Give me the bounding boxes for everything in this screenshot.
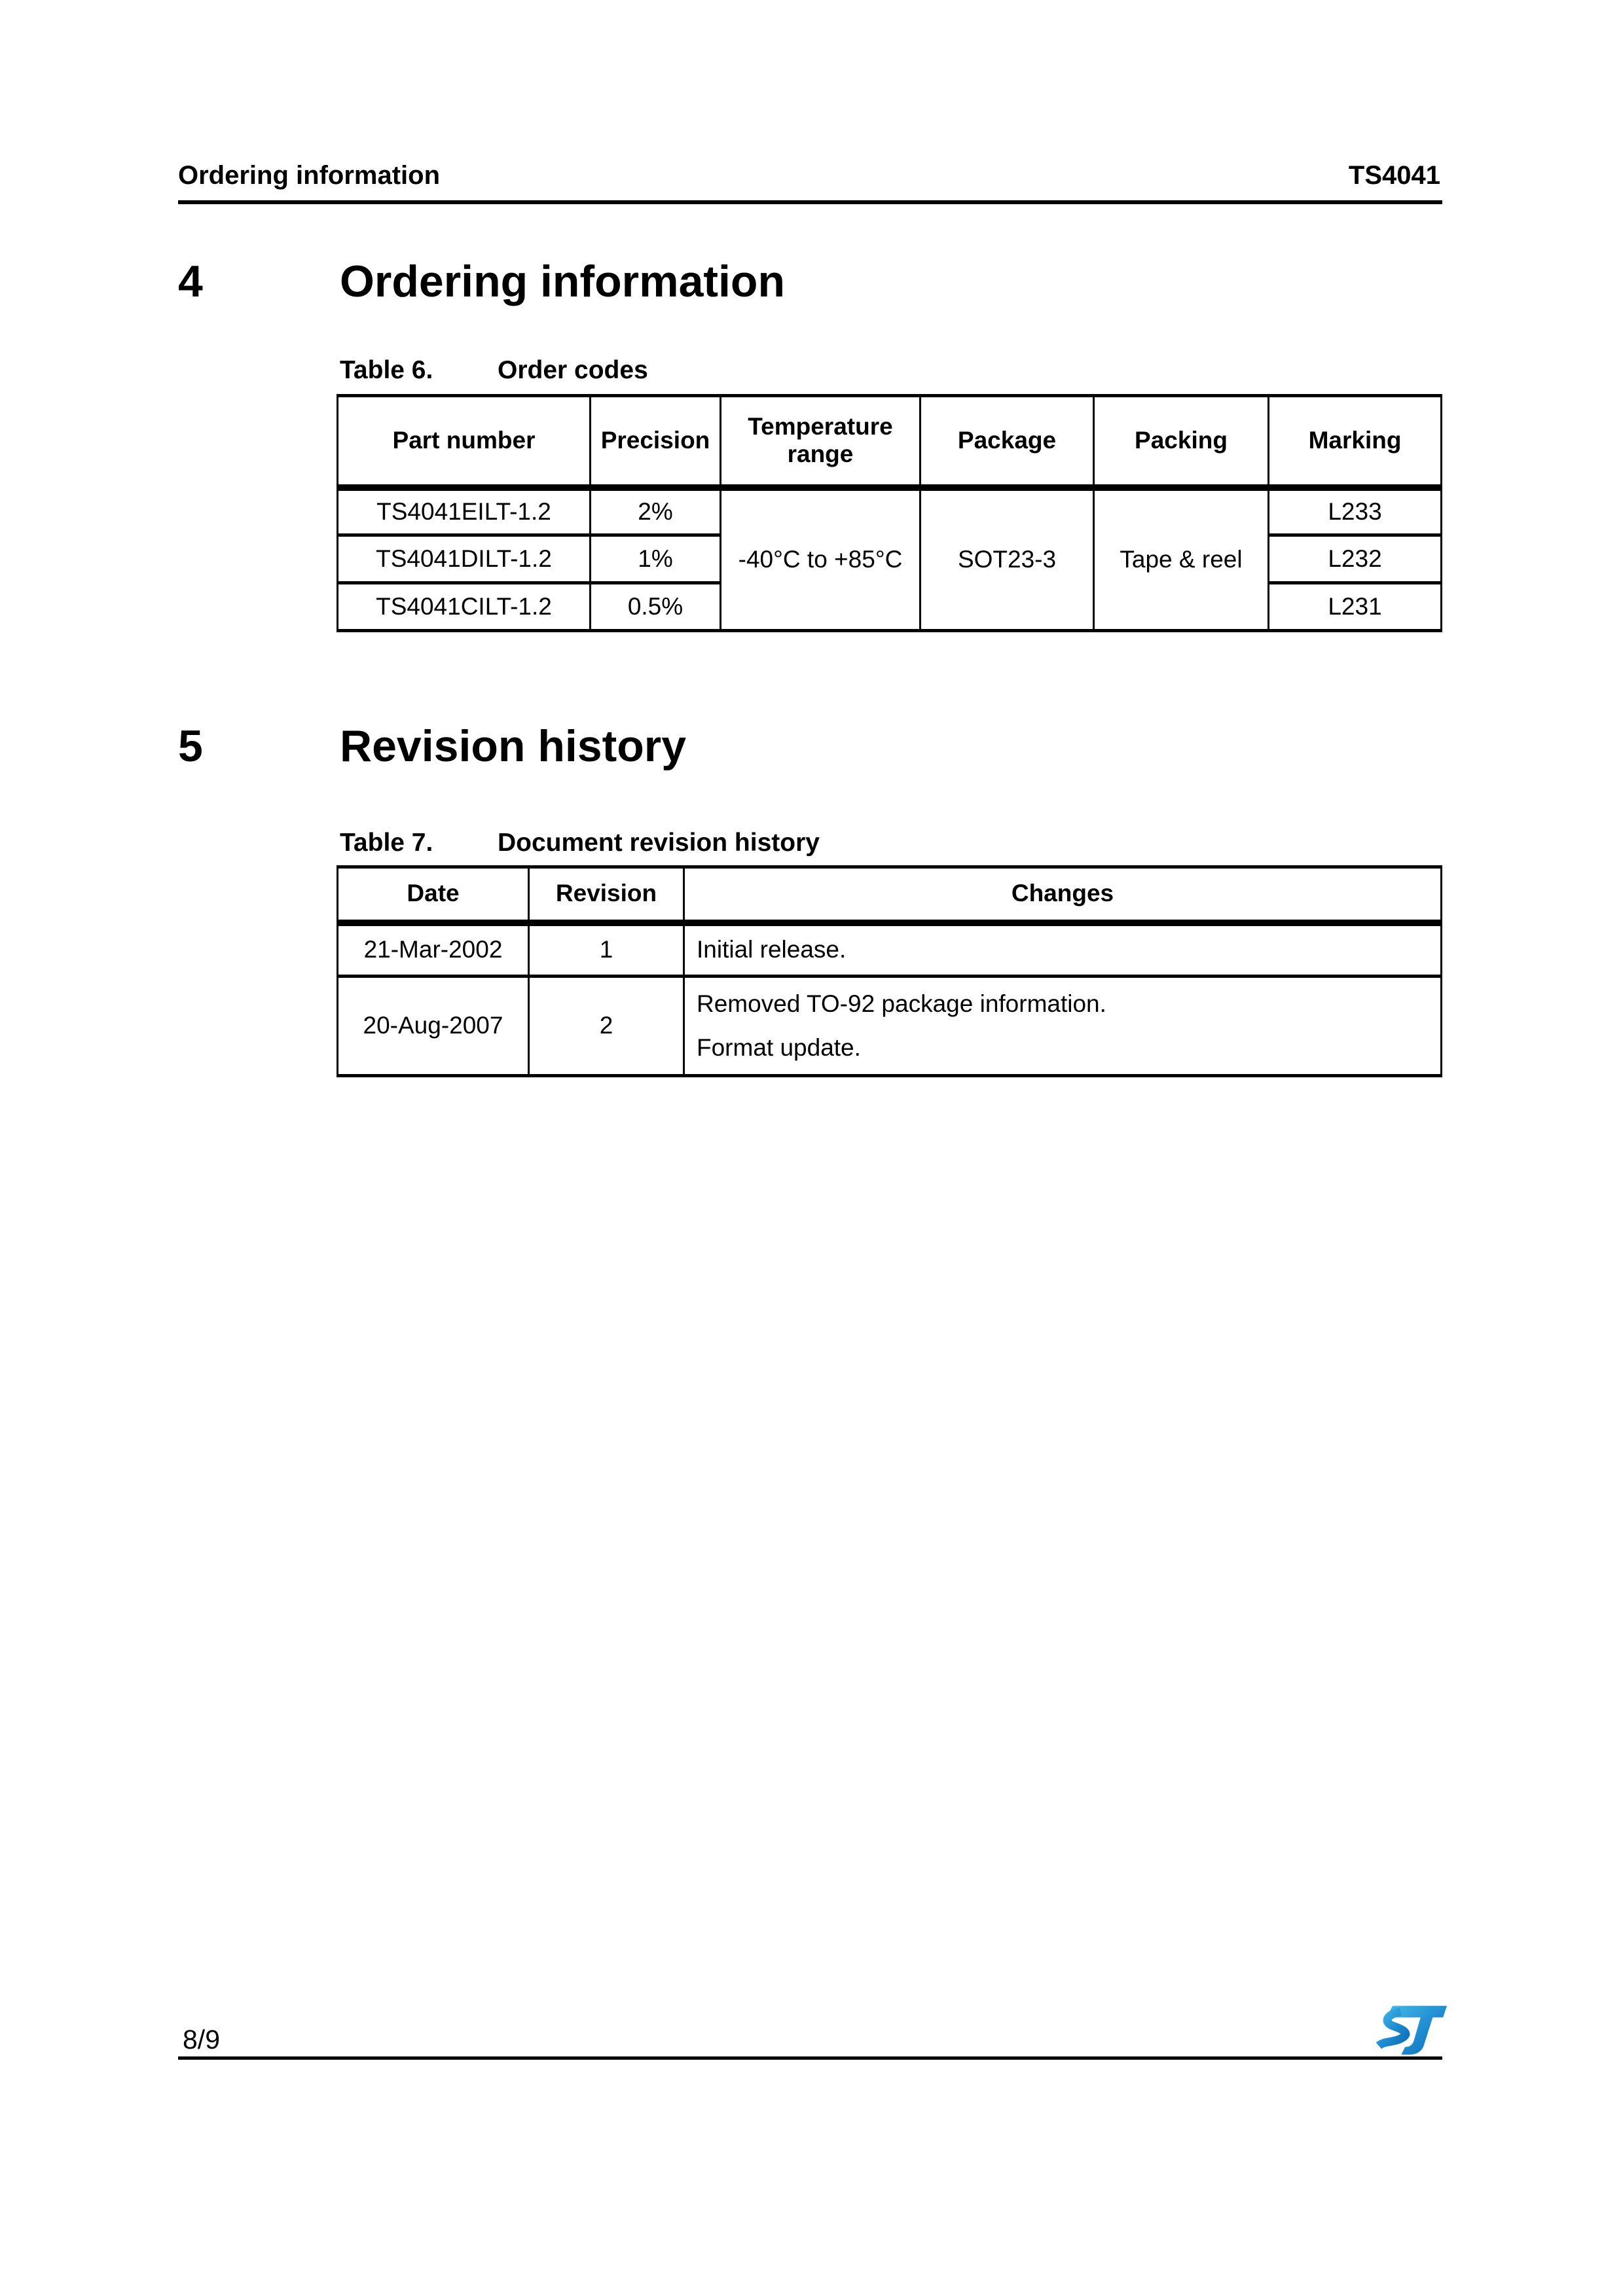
table-header-row — [338, 867, 1442, 923]
table-header-row — [338, 396, 1442, 488]
section-heading-ordering-information — [178, 259, 785, 304]
package-cell: SOT23-3 — [921, 488, 1094, 631]
table7-caption — [340, 830, 820, 855]
marking-cell: L232 — [1269, 535, 1442, 583]
header-rule — [178, 200, 1442, 204]
column-header-revision: Revision — [529, 867, 684, 923]
st-microelectronics-logo-icon — [1375, 2003, 1447, 2056]
column-header-marking: Marking — [1269, 396, 1442, 488]
table-row — [338, 923, 1442, 977]
column-header-package: Package — [921, 396, 1094, 488]
date-cell: 21-Mar-2002 — [338, 923, 529, 977]
section-number: 4 — [178, 257, 203, 306]
change-entry: Format update. — [697, 1033, 861, 1061]
precision-cell: 0.5% — [591, 583, 721, 631]
date-cell: 20-Aug-2007 — [338, 977, 529, 1076]
column-header-packing: Packing — [1094, 396, 1269, 488]
marking-cell: L231 — [1269, 583, 1442, 631]
changes-cell — [684, 923, 1442, 977]
column-header-changes: Changes — [684, 867, 1442, 923]
packing-cell: Tape & reel — [1094, 488, 1269, 631]
marking-cell: L233 — [1269, 488, 1442, 535]
part-number-cell: TS4041CILT-1.2 — [338, 583, 591, 631]
running-header-section-title: Ordering information — [178, 161, 440, 190]
precision-cell: 1% — [591, 535, 721, 583]
section-title: Ordering information — [340, 257, 785, 306]
part-number-cell: TS4041DILT-1.2 — [338, 535, 591, 583]
column-header-part-number: Part number — [338, 396, 591, 488]
precision-cell: 2% — [591, 488, 721, 535]
change-entry: Removed TO-92 package information. — [697, 990, 1106, 1017]
table-row — [338, 488, 1442, 535]
footer-rule — [178, 2056, 1442, 2060]
revision-cell: 1 — [529, 923, 684, 977]
revision-cell: 2 — [529, 977, 684, 1076]
part-number-cell: TS4041EILT-1.2 — [338, 488, 591, 535]
change-entry: Initial release. — [697, 936, 847, 963]
table7-caption-title: Document revision history — [498, 829, 820, 857]
section-title: Revision history — [340, 721, 687, 771]
order-codes-table — [337, 394, 1442, 632]
temperature-range-cell: -40°C to +85°C — [721, 488, 921, 631]
column-header-temperature-range: Temperature range — [721, 396, 921, 488]
table6-caption — [340, 357, 648, 383]
changes-cell — [684, 977, 1442, 1076]
table-row — [338, 977, 1442, 1076]
table6-caption-label: Table 6. — [340, 356, 433, 384]
page-number: 8/9 — [183, 2024, 220, 2054]
table7-caption-label: Table 7. — [340, 829, 433, 857]
section-number: 5 — [178, 721, 203, 771]
table6-caption-title: Order codes — [498, 356, 648, 384]
column-header-precision: Precision — [591, 396, 721, 488]
revision-history-table — [337, 865, 1442, 1077]
column-header-date: Date — [338, 867, 529, 923]
section-heading-revision-history — [178, 721, 687, 771]
running-header-part-number: TS4041 — [1348, 161, 1440, 190]
